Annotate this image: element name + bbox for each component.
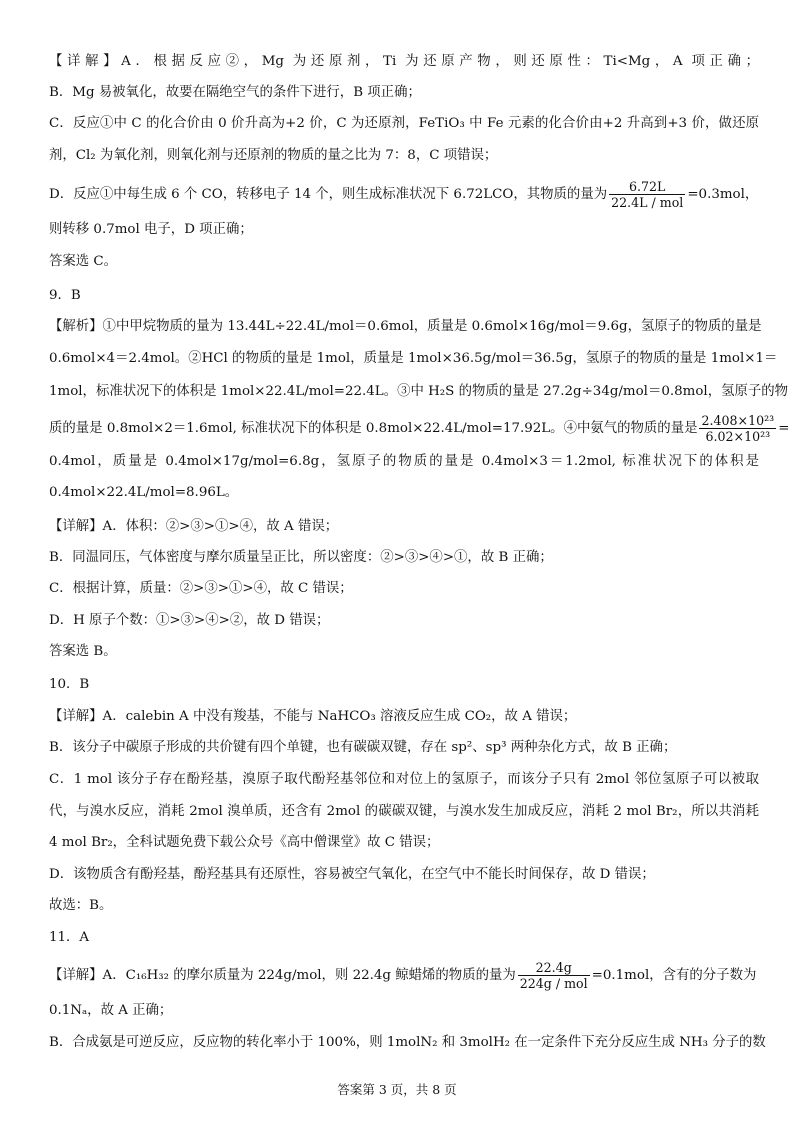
text-segment: 【详解】A．C₁₆H₃₂ 的摩尔质量为 224g/mol，则 22.4g 鲸蜡烯的物质的量为 [49, 968, 516, 983]
fraction [518, 960, 590, 991]
answer-line: 答案选 C。 [49, 254, 118, 269]
fraction-denominator: 224g / mol [519, 976, 588, 991]
text-segment: 质的量是 0.8mol×2＝1.6mol, 标准状况下的体积是 0.8mol×22.4L/mol=17.92L。④中氨气的物质的量是 [49, 421, 698, 436]
fraction [609, 179, 685, 210]
text-line: C．1 mol 该分子存在酚羟基，溴原子取代酚羟基邻位和对位上的氢原子，而该分子只有 2mol 邻位氢原子可以被取 [49, 772, 759, 787]
text-line-with-fraction [49, 960, 756, 991]
text-line: C．根据计算，质量：②>③>①>④，故 C 错误； [49, 581, 353, 596]
text-line-with-fraction [49, 179, 758, 210]
fraction-denominator: 6.02×10²³ [705, 429, 771, 444]
text-line: 【详解】A．体积：②>③>①>④，故 A 错误； [49, 519, 339, 534]
text-segment: D．反应①中每生成 6 个 CO，转移电子 14 个，则生成标准状况下 6.72LCO，其物质的量为 [49, 187, 608, 202]
answer-line: 答案选 B。 [49, 644, 117, 659]
answer-line: 故选：B。 [49, 898, 113, 913]
text-line-with-fraction [49, 413, 789, 444]
fraction-numerator: 6.72L [609, 179, 685, 195]
fraction-denominator: 22.4L / mol [611, 195, 684, 210]
text-line: 0.4mol×22.4L/mol=8.96L。 [49, 485, 239, 500]
text-line: 【详解】A．calebin A 中没有羧基，不能与 NaHCO₃ 溶液反应生成 CO₂，故 A 错误； [49, 709, 577, 724]
fraction-numerator: 2.408×10²³ [701, 413, 775, 428]
text-segment: =0.3mol， [687, 187, 759, 202]
question-number: 9．B [49, 288, 81, 303]
text-line: 则转移 0.7mol 电子，D 项正确； [49, 222, 253, 237]
page-footer: 答案第 3 页，共 8 页 [337, 1082, 457, 1097]
text-line: 0.6mol×4＝2.4mol。②HCl 的物质的量是 1mol，质量是 1mol×36.5g/mol＝36.5g，氢原子的物质的量是 1mol×1＝ [49, 351, 778, 366]
text-line: B．该分子中碳原子形成的共价键有四个单键，也有碳碳双键，存在 sp²、sp³ 两种杂化方式，故 B 正确； [49, 740, 677, 755]
text-line: B．同温同压，气体密度与摩尔质量呈正比，所以密度：②>③>④>①，故 B 正确； [49, 550, 553, 565]
text-line: 剂，Cl₂ 为氧化剂，则氧化剂与还原剂的物质的量之比为 7：8，C 项错误； [49, 148, 498, 163]
text-line: 【解析】①中甲烷物质的量为 13.44L÷22.4L/mol＝0.6mol，质量是 0.6mol×16g/mol＝9.6g，氢原子的物质的量是 [49, 319, 762, 334]
question-number: 10．B [49, 677, 90, 692]
question-number: 11．A [49, 930, 90, 945]
text-line: 【详解】A．根据反应②，Mg 为还原剂，Ti 为还原产物，则还原性：Ti<Mg，A 项正确； [49, 54, 759, 69]
text-line: 0.1Nₐ，故 A 正确； [49, 1003, 173, 1018]
text-line: 4 mol Br₂，全科试题免费下载公众号《高中僧课堂》故 C 错误； [49, 835, 440, 850]
text-line: B．合成氨是可逆反应，反应物的转化率小于 100%，则 1molN₂ 和 3molH₂ 在一定条件下充分反应生成 NH₃ 分子的数 [49, 1035, 766, 1050]
text-line: C．反应①中 C 的化合价由 0 价升高为+2 价，C 为还原剂，FeTiO₃ 中 Fe 元素的化合价由+2 升高到+3 价，做还原 [49, 116, 759, 131]
text-line: 代，与溴水反应，消耗 2mol 溴单质，还含有 2mol 的碳碳双键，与溴水发生加成反应，消耗 2 mol Br₂，所以共消耗 [49, 804, 759, 819]
text-line: 0.4mol，质量是 0.4mol×17g/mol=6.8g，氢原子的物质的量是 0.4mol×3＝1.2mol, 标准状况下的体积是 [49, 454, 759, 469]
text-line: D．该物质含有酚羟基，酚羟基具有还原性，容易被空气氧化，在空气中不能长时间保存，故 D 错误； [49, 867, 655, 882]
text-line: D．H 原子个数：①>③>④>②，故 D 错误； [49, 613, 330, 628]
text-line: B．Mg 易被氧化，故要在隔绝空气的条件下进行，B 项正确； [49, 85, 421, 100]
text-segment: =0.1mol，含有的分子数为 [591, 968, 757, 983]
text-segment: = [778, 421, 790, 436]
fraction-numerator: 22.4g [518, 960, 590, 976]
fraction [699, 413, 776, 444]
text-line: 1mol，标准状况下的体积是 1mol×22.4L/mol=22.4L。③中 H₂S 的物质的量是 27.2g÷34g/mol＝0.8mol，氢原子的物 [49, 384, 789, 399]
